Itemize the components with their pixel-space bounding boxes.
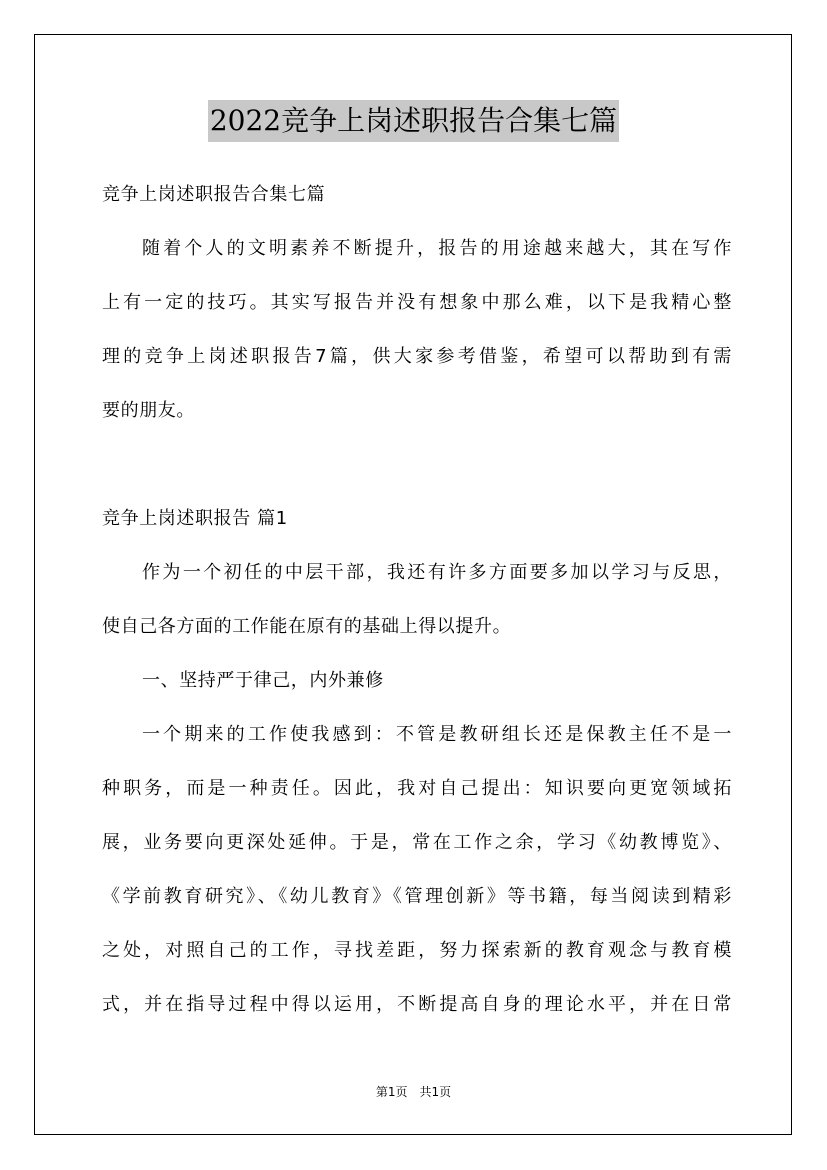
title-container: [0, 100, 827, 142]
paragraph-line: 理的竞争上岗述职报告7篇，供大家参考借鉴，希望可以帮助到有需: [102, 346, 732, 367]
subtitle-line: 竞争上岗述职报告合集七篇: [102, 184, 326, 205]
page-footer: 第1页 共1页: [375, 1085, 452, 1099]
paragraph-line: 上有一定的技巧。其实写报告并没有想象中那么难，以下是我精心整: [102, 292, 732, 313]
section-heading: 竞争上岗述职报告 篇1: [102, 508, 288, 529]
paragraph-line: 随着个人的文明素养不断提升，报告的用途越来越大，其在写作: [142, 238, 732, 259]
document-title: 2022竞争上岗述职报告合集七篇: [208, 100, 619, 142]
paragraph-line: 要的朋友。: [102, 400, 195, 421]
subheading-line: 一、坚持严于律己，内外兼修: [142, 670, 384, 691]
paragraph-line: 式，并在指导过程中得以运用，不断提高自身的理论水平，并在日常: [102, 994, 732, 1015]
paragraph-line: 使自己各方面的工作能在原有的基础上得以提升。: [102, 616, 512, 637]
paragraph-line: 展，业务要向更深处延伸。于是，常在工作之余，学习《幼教博览》、: [102, 832, 732, 853]
paragraph-line: 种职务，而是一种责任。因此，我对自己提出：知识要向更宽领域拓: [102, 778, 732, 799]
paragraph-line: 作为一个初任的中层干部，我还有许多方面要多加以学习与反思，: [142, 562, 732, 583]
paragraph-line: 《学前教育研究》、《幼儿教育》《管理创新》等书籍，每当阅读到精彩: [102, 886, 732, 907]
paragraph-line: 之处，对照自己的工作，寻找差距，努力探索新的教育观念与教育模: [102, 940, 732, 961]
paragraph-line: 一个期来的工作使我感到：不管是教研组长还是保教主任不是一: [142, 724, 732, 745]
